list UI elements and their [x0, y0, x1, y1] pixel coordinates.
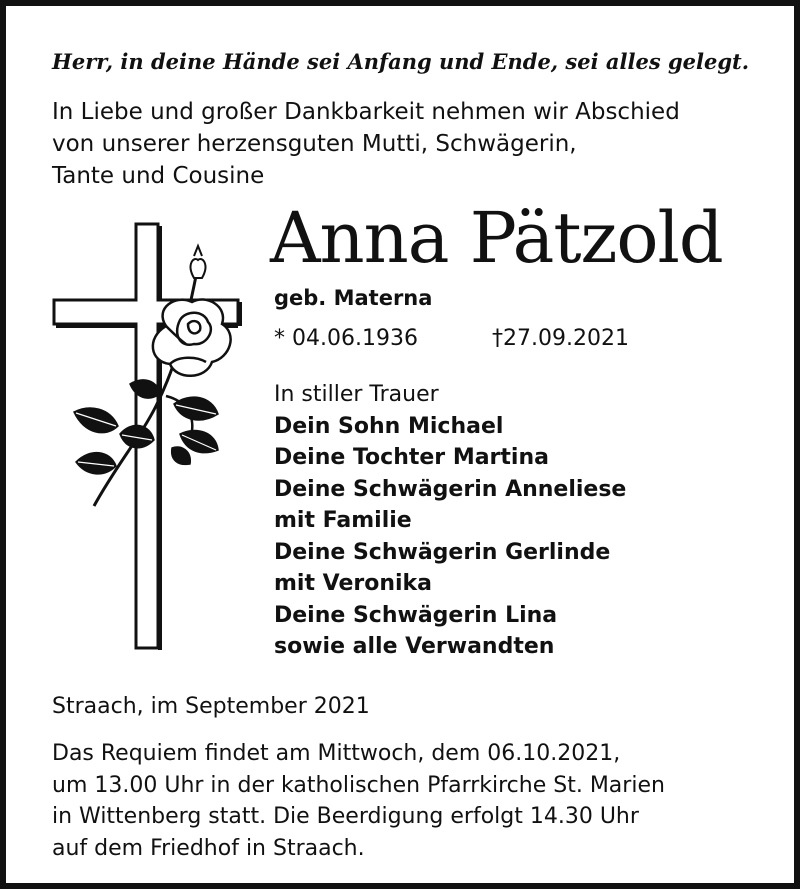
birth-date: * 04.06.1936 [274, 326, 418, 351]
place-and-date: Straach, im September 2021 [52, 694, 370, 719]
cross-with-rose-icon [46, 216, 256, 656]
mourner-line: Deine Schwägerin Lina [274, 602, 558, 628]
deceased-name: Anna Pätzold [270, 197, 723, 279]
mourner-line: mit Veronika [274, 571, 433, 596]
service-line: Das Requiem findet am Mittwoch, dem 06.10.2021, [52, 741, 621, 766]
mourner-line: sowie alle Verwandten [274, 634, 555, 659]
mourner-line: Deine Tochter Martina [274, 445, 549, 470]
service-line: in Wittenberg statt. Die Beerdigung erfolgt 14.30 Uhr [52, 804, 639, 829]
intro-line: von unserer herzensguten Mutti, Schwägerin, [52, 131, 577, 157]
service-line: auf dem Friedhof in Straach. [52, 835, 365, 861]
mourners-list [274, 379, 626, 663]
intro-text [52, 96, 772, 192]
service-line: um 13.00 Uhr in der katholischen Pfarrkirche St. Marien [52, 772, 665, 798]
death-date: †27.09.2021 [492, 326, 629, 351]
mourner-line: Dein Sohn Michael [274, 413, 504, 439]
mourner-line: mit Familie [274, 508, 412, 533]
mourners-heading: In stiller Trauer [274, 382, 439, 407]
life-dates [274, 323, 629, 355]
intro-line: Tante und Cousine [52, 163, 265, 189]
intro-line: In Liebe und großer Dankbarkeit nehmen wir Abschied [52, 99, 680, 125]
service-details [52, 738, 772, 864]
motto-verse: Herr, in deine Hände sei Anfang und Ende, sei alles gelegt. [52, 49, 750, 74]
mourner-line: Deine Schwägerin Gerlinde [274, 539, 611, 565]
birth-name: geb. Materna [274, 286, 433, 310]
mourner-line: Deine Schwägerin Anneliese [274, 476, 627, 502]
